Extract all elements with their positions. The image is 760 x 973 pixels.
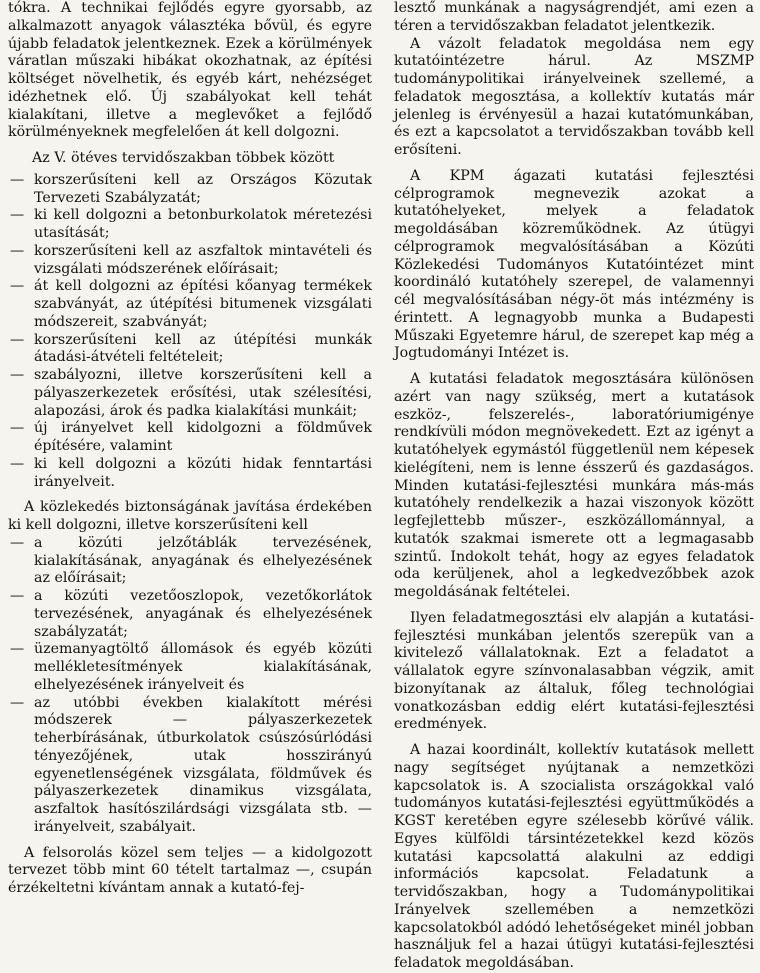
list-item: — át kell dolgozni az építési kőanyag termékek szabványát, az útépítési bitumenek vizsgálati módszereit, szabványát; <box>8 278 372 331</box>
list-item: — az utóbbi években kialakított mérési módszerek — pályaszerkezetek teherbírásának, útburkolatok csúszósúrlódási tényezőjének, utak hosszirányú egyenetlenségének vizsgálata, földművek és pályaszerkezetek dinamikus vizsgálata, aszfaltok hasítószilárdsági vizsgálata stb. — irányelveit, szabályait. <box>8 695 372 837</box>
list-item: — üzemanyagtöltő állomások és egyéb közúti mellékletesítmények kialakításának, elhelyezésének irányelveit és <box>8 641 372 694</box>
dash-list-safety <box>8 535 372 837</box>
paragraph-kpm-programs: A KPM ágazati kutatási fejlesztési célprogramok megnevezik azokat a kutatóhelyeket, melyek a feladatok megoldásában közreműködnek. Az útügyi célprogramok megvalósításában a Közúti Közlekedési Tudományos Kutatóintézet mint koordináló kutatóhely szerepel, de valamennyi cél megvalósításában négy-öt más intézmény is érintett. A legnagyobb munka a Budapesti Műszaki Egyetemre hárul, de szerepet kap még a Jogtudományi Intézet is. <box>394 167 754 362</box>
list-item: — korszerűsíteni kell az aszfaltok mintavételi és vizsgálati módszerének előírásait; <box>8 243 372 279</box>
paragraph-task-sharing: A vázolt feladatok megoldása nem egy kutatóintézetre hárul. Az MSZMP tudománypolitikai irányelveinek szellemé, a feladatok megosztása, a kollektív kutatás már jelenleg is érvényesül a hazai kutatómunkában, és ezt a kapcsolatot a tervidőszakban tovább kell erősíteni. <box>394 35 754 158</box>
left-column <box>8 0 372 898</box>
dash-list-tasks <box>8 172 372 492</box>
paragraph-research-division: A kutatási feladatok megosztására különösen azért van nagy szükség, mert a kutatások eszköz-, felszerelés-, laboratóriumigénye rendkívüli módon megnövekedett. Ezt az igényt a kutatóhelyek egymástól függetlenül nem képesek kielégíteni, nem is lenne ésszerű és gazdaságos. Minden kutatási-fejlesztési munkára más-más kutatóhely rendelkezik a hazai viszonyok között legfejlettebb műszer-, eszközállománnyal, a kutatók szakmai ismerete ott a legmagasabb szintű. Indokolt tehát, hogy az egyes feladatok oda kerüljenek, ahol a legkedvezőbbek azok megoldásának feltételei. <box>394 371 754 600</box>
list-item: — korszerűsíteni kell az útépítési munkák átadási-átvételi feltételeit; <box>8 332 372 368</box>
list-item: — szabályozni, illetve korszerűsíteni kell a pályaszerkezetek erősítési, utak szélesítési, alapozási, árok és padka kialakítási munkáit; <box>8 367 372 420</box>
list-item: — korszerűsíteni kell az Országos Közutak Tervezeti Szabályzatát; <box>8 172 372 208</box>
list-item: — ki kell dolgozni a betonburkolatok méretezési utasítását; <box>8 207 372 243</box>
paragraph-international: A hazai koordinált, kollektív kutatások mellett nagy segítséget nyújtanak a nemzetközi kapcsolatok is. A szocialista országokkal való tudományos kutatási-fejlesztési együttműködés a KGST keretében egyre szélesebb körűvé válik. Egyes külföldi társintézetekkel kezd közös kutatási kapcsolattá alakulni az eddigi információs kapcsolat. Feladatunk a tervidőszakban, hogy a Tudománypolitikai Irányelvek szellemében a nemzetközi kapcsolatokból adódó lehetőségeket minél jobban használjuk fel a hazai útügyi kutatási-fejlesztési feladatok megoldásában. <box>394 742 754 971</box>
paragraph-continuation: lesztő munkának a nagyságrendjét, ami ezen a téren a tervidőszakban feladatot jelentkezik. <box>394 0 754 34</box>
paragraph-opening: tókra. A technikai fejlődés egyre gyorsabb, az alkalmazott anyagok választéka bővül, és egyre újabb feladatok jelentkeznek. Ezek a körülmények váratlan műszaki hibákat okozhatnak, az építési költséget növelhetik, és egyéb kárt, nehézséget idézhetnek elő. Új szabályokat kell tehát kialakítani, illetve a meglevőket a fejlődő körülményeknek megfelelően át kell dolgozni. <box>8 0 372 141</box>
list-item: — ki kell dolgozni a közúti hidak fenntartási irányelveit. <box>8 456 372 492</box>
right-column <box>394 0 754 973</box>
list-intro-traffic-safety: A közlekedés biztonságának javítása érdekében ki kell dolgozni, illetve korszerűsíteni kell <box>8 499 372 533</box>
list-item: — a közúti jelzőtáblák tervezésének, kialakításának, anyagának és elhelyezésének az előírásait; <box>8 535 372 588</box>
list-item: — új irányelvet kell kidolgozni a földművek építésére, valamint <box>8 420 372 456</box>
paragraph-contractors: Ilyen feladatmegosztási elv alapján a kutatási-fejlesztési munkában jelentős szerepük van a kivitelező vállalatoknak. Ezt a feladatot a vállalatok egyre színvonalasabban végzik, amit bizonyítanak az általuk, főleg technológiai vonatkozásban eddig elért kutatási-fejlesztési eredmények. <box>394 609 754 733</box>
paragraph-enumeration-note: A felsorolás közel sem teljes — a kidolgozott tervezet több mint 60 tételt tartalmaz —, csupán érzékeltetni kívántam annak a kutató-fej- <box>8 844 372 896</box>
list-intro-five-year-plan: Az V. ötéves tervidőszakban többek között <box>32 150 335 166</box>
list-item: — a közúti vezetőoszlopok, vezetőkorlátok tervezésének, anyagának és elhelyezésének szabályzatát; <box>8 588 372 641</box>
